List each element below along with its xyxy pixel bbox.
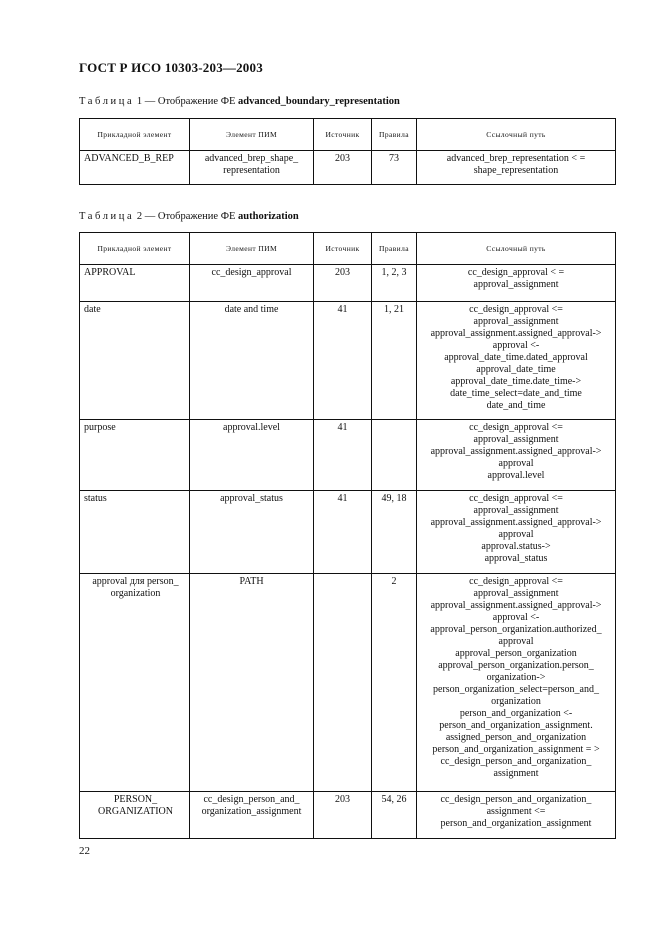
cell-reference-path-line: approval_date_time xyxy=(476,364,556,375)
table2-caption-num: 2 xyxy=(136,211,143,222)
table-header-row xyxy=(80,119,616,151)
cell-rules-line: 1, 21 xyxy=(384,304,404,315)
cell-reference-path-line: person_and_organization_assignment = > xyxy=(432,744,600,755)
cell-rules xyxy=(372,265,417,302)
cell-reference-path-line: person_and_organization_assignment xyxy=(440,818,592,829)
table-row xyxy=(80,574,616,792)
cell-reference-path xyxy=(417,265,616,302)
cell-reference-path xyxy=(417,574,616,792)
cell-reference-path xyxy=(417,302,616,420)
cell-reference-path-line: cc_design_person_and_organization_ xyxy=(440,756,592,767)
cell-reference-path xyxy=(417,151,616,185)
cell-reference-path-line: cc_design_approval <= xyxy=(469,576,563,587)
col-header-app: Прикладной элемент xyxy=(80,233,190,265)
cell-app-element-line: PERSON_ xyxy=(113,794,158,805)
cell-reference-path-line: approval_assignment xyxy=(473,434,559,445)
cell-reference-path-line: approval_assignment.assigned_approval-> xyxy=(430,517,602,528)
cell-reference-path-line: approval xyxy=(498,458,534,469)
mapping-table-2 xyxy=(79,232,616,839)
cell-reference-path-line: cc_design_approval < = xyxy=(467,267,565,278)
cell-reference-path-line: assignment xyxy=(493,768,539,779)
cell-pim-element-line: organization_assignment xyxy=(201,806,302,817)
cell-app-element-line: ORGANIZATION xyxy=(98,806,173,817)
cell-reference-path-line: approval_assignment.assigned_approval-> xyxy=(430,600,602,611)
cell-pim-element-line: PATH xyxy=(239,576,264,587)
cell-reference-path-line: approval <- xyxy=(492,340,540,351)
cell-reference-path-line: approval_status xyxy=(484,553,548,564)
cell-reference-path-line: organization-> xyxy=(486,672,546,683)
cell-reference-path-line: approval_assignment xyxy=(473,505,559,516)
cell-pim-element-line: representation xyxy=(223,165,280,176)
cell-reference-path-line: approval_person_organization.authorized_ xyxy=(430,624,602,635)
cell-reference-path-line: approval_date_time.date_time-> xyxy=(450,376,582,387)
table1-caption-entity: advanced_boundary_representation xyxy=(238,96,400,107)
cell-source xyxy=(314,265,372,302)
cell-pim-element xyxy=(190,151,314,185)
cell-app-element-line: approval для person_ xyxy=(92,576,179,587)
col-header-source: Источник xyxy=(314,119,372,151)
cell-rules-line: 49, 18 xyxy=(381,493,407,504)
cell-app-element-line: APPROVAL xyxy=(84,267,136,278)
cell-source-line: 41 xyxy=(337,422,348,433)
cell-reference-path-line: approval_assignment xyxy=(473,279,559,290)
table1-caption xyxy=(79,96,400,107)
cell-reference-path-line: date_time_select=date_and_time xyxy=(450,388,582,399)
standard-header: ГОСТ Р ИСО 10303-203—2003 xyxy=(79,60,263,75)
cell-app-element xyxy=(80,574,190,792)
cell-reference-path xyxy=(417,491,616,574)
cell-pim-element xyxy=(190,420,314,491)
col-header-path: Ссылочный путь xyxy=(417,119,616,151)
cell-reference-path-line: organization xyxy=(491,696,541,707)
table-row xyxy=(80,792,616,839)
cell-reference-path-line: approval xyxy=(498,529,534,540)
cell-reference-path-line: approval_person_organization xyxy=(455,648,577,659)
cell-reference-path-line: cc_design_approval <= xyxy=(469,422,563,433)
cell-pim-element-line: approval_status xyxy=(220,493,283,504)
cell-source-line: 203 xyxy=(335,794,350,805)
cell-reference-path-line: approval_assignment xyxy=(473,316,559,327)
cell-pim-element xyxy=(190,792,314,839)
cell-reference-path-line: cc_design_person_and_organization_ xyxy=(440,794,592,805)
cell-reference-path-line: date_and_time xyxy=(486,400,546,411)
cell-pim-element-line: cc_design_person_and_ xyxy=(203,794,300,805)
cell-reference-path-line: cc_design_approval <= xyxy=(469,304,563,315)
cell-source-line: 203 xyxy=(335,153,350,164)
cell-app-element xyxy=(80,792,190,839)
cell-reference-path xyxy=(417,420,616,491)
cell-reference-path-line: assigned_person_and_organization xyxy=(445,732,587,743)
cell-reference-path-line: cc_design_approval <= xyxy=(469,493,563,504)
cell-reference-path-line: assignment <= xyxy=(486,806,546,817)
cell-rules xyxy=(372,420,417,491)
cell-rules-line: 2 xyxy=(391,576,397,587)
cell-reference-path-line: approval_assignment.assigned_approval-> xyxy=(430,446,602,457)
mapping-table-1 xyxy=(79,118,616,185)
page-number: 22 xyxy=(79,845,90,857)
table2-caption-word: Таблица xyxy=(79,211,135,222)
cell-reference-path-line: approval_date_time.dated_approval xyxy=(444,352,588,363)
cell-source-line: 41 xyxy=(337,493,348,504)
col-header-rules: Правила xyxy=(372,119,417,151)
cell-rules xyxy=(372,792,417,839)
cell-reference-path-line: person_organization_select=person_and_ xyxy=(433,684,599,695)
table-header-row xyxy=(80,233,616,265)
cell-reference-path-line: approval xyxy=(498,636,534,647)
cell-rules xyxy=(372,302,417,420)
cell-app-element-line: purpose xyxy=(84,422,116,433)
table-row xyxy=(80,420,616,491)
col-header-rules: Правила xyxy=(372,233,417,265)
cell-app-element-line: organization xyxy=(110,588,161,599)
cell-rules xyxy=(372,574,417,792)
cell-reference-path-line: approval.status-> xyxy=(481,541,551,552)
cell-pim-element-line: advanced_brep_shape_ xyxy=(204,153,299,164)
cell-app-element xyxy=(80,265,190,302)
cell-reference-path-line: approval_person_organization.person_ xyxy=(438,660,594,671)
table-row xyxy=(80,151,616,185)
cell-reference-path xyxy=(417,792,616,839)
cell-source-line: 203 xyxy=(335,267,350,278)
cell-app-element-line: ADVANCED_B_REP xyxy=(84,153,174,164)
cell-rules xyxy=(372,491,417,574)
cell-reference-path-line: approval_assignment.assigned_approval-> xyxy=(430,328,602,339)
cell-app-element xyxy=(80,302,190,420)
cell-rules-line: 73 xyxy=(389,153,399,164)
cell-app-element-line: status xyxy=(84,493,107,504)
cell-reference-path-line: approval_assignment xyxy=(473,588,559,599)
cell-reference-path-line: shape_representation xyxy=(473,165,559,176)
table-row xyxy=(80,302,616,420)
table-row xyxy=(80,491,616,574)
cell-pim-element xyxy=(190,491,314,574)
cell-reference-path-line: advanced_brep_representation < = xyxy=(446,153,586,164)
cell-source xyxy=(314,420,372,491)
col-header-pim: Элемент ПИМ xyxy=(190,119,314,151)
table1-caption-word: Таблица xyxy=(79,96,135,107)
cell-pim-element xyxy=(190,265,314,302)
cell-pim-element xyxy=(190,574,314,792)
cell-reference-path-line: person_and_organization <- xyxy=(459,708,573,719)
cell-pim-element-line: date and time xyxy=(224,304,279,315)
cell-app-element-line: date xyxy=(84,304,101,315)
cell-rules-line: 1, 2, 3 xyxy=(381,267,407,278)
cell-source-line: 41 xyxy=(337,304,348,315)
table2-caption-text: — Отображение ФЕ xyxy=(144,211,236,222)
table1-caption-num: 1 xyxy=(136,96,143,107)
cell-source xyxy=(314,491,372,574)
cell-reference-path-line: person_and_organization_assignment. xyxy=(439,720,593,731)
cell-source xyxy=(314,574,372,792)
cell-reference-path-line: approval.level xyxy=(487,470,545,481)
table2-caption-entity: authorization xyxy=(238,211,299,222)
cell-source xyxy=(314,151,372,185)
col-header-source: Источник xyxy=(314,233,372,265)
cell-source xyxy=(314,302,372,420)
col-header-app: Прикладной элемент xyxy=(80,119,190,151)
cell-app-element xyxy=(80,491,190,574)
col-header-path: Ссылочный путь xyxy=(417,233,616,265)
cell-rules xyxy=(372,151,417,185)
cell-pim-element xyxy=(190,302,314,420)
table1-caption-text: — Отображение ФЕ xyxy=(144,96,236,107)
table2-caption xyxy=(79,211,299,222)
cell-pim-element-line: cc_design_approval xyxy=(211,267,292,278)
cell-source xyxy=(314,792,372,839)
cell-app-element xyxy=(80,151,190,185)
cell-app-element xyxy=(80,420,190,491)
table-row xyxy=(80,265,616,302)
col-header-pim: Элемент ПИМ xyxy=(190,233,314,265)
cell-reference-path-line: approval <- xyxy=(492,612,540,623)
cell-pim-element-line: approval.level xyxy=(223,422,280,433)
cell-rules-line: 54, 26 xyxy=(381,794,407,805)
